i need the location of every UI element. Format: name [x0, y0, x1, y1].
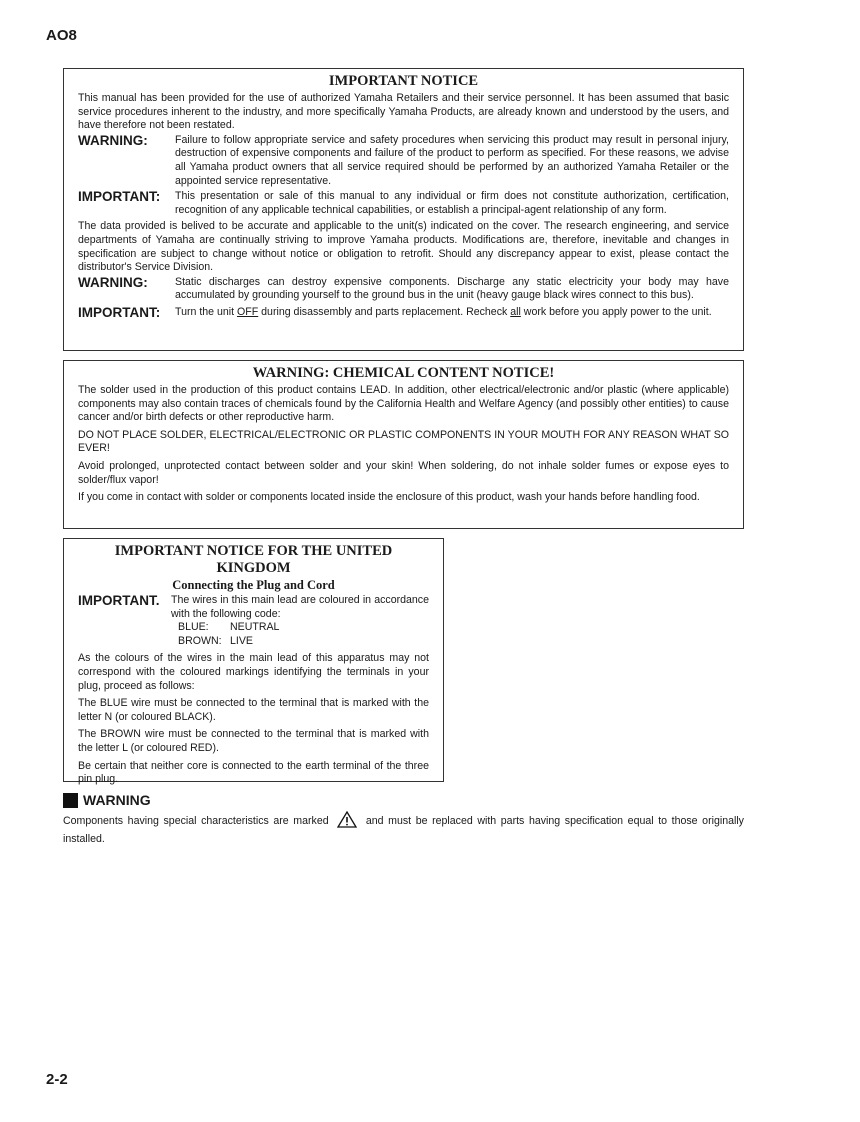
important-notice-title: IMPORTANT NOTICE — [328, 73, 479, 89]
model-name: AO8 — [46, 27, 77, 44]
uk-important-label: IMPORTANT. — [78, 593, 160, 608]
warning-1 — [78, 133, 729, 188]
all-keyword: all — [510, 305, 521, 318]
important-1-label: IMPORTANT: — [78, 189, 161, 205]
chemical-notice-title: WARNING: CHEMICAL CONTENT NOTICE! — [252, 365, 555, 381]
important-2-text-b: during disassembly and parts replacement. Recheck — [258, 305, 511, 318]
page-number: 2-2 — [46, 1071, 68, 1088]
warning-2 — [78, 275, 729, 303]
chemical-paragraph-4: If you come in contact with solder or components located inside the enclosure of this product, wash your hands before handling food. — [78, 491, 700, 504]
uk-notice-subtitle: Connecting the Plug and Cord — [172, 578, 335, 592]
chemical-paragraph-2: DO NOT PLACE SOLDER, ELECTRICAL/ELECTRONIC OR PLASTIC COMPONENTS IN YOUR MOUTH FOR ANY REASON WHAT SO EVER! — [78, 428, 729, 455]
uk-paragraph-2: The BLUE wire must be connected to the terminal that is marked with the letter N (or coloured BLACK). — [78, 697, 429, 723]
blue-value: NEUTRAL — [230, 621, 280, 634]
warning-heading-text: WARNING — [83, 792, 151, 808]
uk-important-text: The wires in this main lead are coloured in accordance with the following code: — [171, 594, 429, 620]
notice-data-paragraph: The data provided is belived to be accurate and applicable to the unit(s) indicated on the cover. The research engineering, and service departments of Yamaha are continually striving to improve Yamaha products. Modifications are, therefore, inevitable and changes in specification are subject to change without notice or obligation to retrofit. Should any discrepancy appear to exist, please contact the distributor's Service Division. — [78, 220, 729, 274]
off-keyword: OFF — [237, 305, 259, 318]
important-2 — [78, 305, 729, 320]
blue-label: BLUE: — [178, 621, 209, 634]
uk-paragraph-1: As the colours of the wires in the main lead of this apparatus may not correspond with the coloured markings identifying the terminals in your plug, proceed as follows: — [78, 652, 429, 692]
chemical-paragraph-1: The solder used in the production of this product contains LEAD. In addition, other electrical/electronic and/or plastic (where applicable) components may also contain traces of chemicals found by the California Health and Welfare Agency (and possibly other entities) to cause cancer and/or birth defects or other reproductive harm. — [78, 384, 729, 424]
uk-notice-box — [63, 538, 444, 786]
notice-intro: This manual has been provided for the use of authorized Yamaha Retailers and their service personnel. It has been assumed that basic service procedures inherent to the industry, and more specifically Yamaha Products, are already known and understood by the users, and have therefore not been restated. — [78, 92, 729, 132]
warning-triangle-icon — [337, 811, 357, 832]
important-2-text — [175, 305, 729, 320]
warning-1-text: Failure to follow appropriate service and safety procedures when servicing this product may result in personal injury, destruction of expensive components and failure of the product to perform as specified. For these reasons, we advise all Yamaha product owners that all service required should be performed by an authorized Yamaha Retailer or the appointed service representative. — [175, 133, 729, 187]
black-square-icon — [63, 793, 78, 808]
components-text-before: Components having special characteristics are marked — [63, 815, 329, 827]
warning-2-label: WARNING: — [78, 274, 148, 290]
important-2-text-c: work before you apply power to the unit. — [520, 305, 712, 318]
brown-value: LIVE — [230, 634, 253, 647]
uk-notice-title: IMPORTANT NOTICE FOR THE UNITED KINGDOM — [114, 543, 393, 576]
components-warning-text — [63, 811, 744, 846]
warning-heading — [63, 792, 151, 808]
important-2-label: IMPORTANT: — [78, 304, 161, 320]
uk-important — [78, 593, 429, 621]
brown-label: BROWN: — [178, 634, 222, 647]
important-1 — [78, 189, 729, 217]
uk-paragraph-3: The BROWN wire must be connected to the terminal that is marked with the letter L (or coloured RED). — [78, 728, 429, 754]
uk-paragraph-4: Be certain that neither core is connected to the earth terminal of the three pin plug. — [78, 759, 429, 786]
important-notice-box — [63, 68, 744, 351]
chemical-paragraph-3: Avoid prolonged, unprotected contact between solder and your skin! When soldering, do not inhale solder fumes or expose eyes to solder/flux vapor! — [78, 459, 729, 486]
chemical-notice-box — [63, 360, 744, 529]
important-1-text: This presentation or sale of this manual to any individual or firm does not constitute authorization, certification, recognition of any applicable technical capabilities, or establish a principal-agent relationship of any form. — [175, 190, 729, 216]
wire-code-brown — [78, 635, 429, 649]
warning-2-text: Static discharges can destroy expensive components. Discharge any static electricity your body may have accumulated by grounding yourself to the ground bus in the unit (heavy gauge black wires connect to this bus). — [175, 275, 729, 302]
components-text-after: and must be replaced with parts having specification equal to those originally installed. — [63, 815, 744, 845]
warning-1-label: WARNING: — [78, 132, 148, 148]
wire-code-blue — [78, 621, 429, 635]
important-2-text-a: Turn the unit — [175, 305, 238, 318]
